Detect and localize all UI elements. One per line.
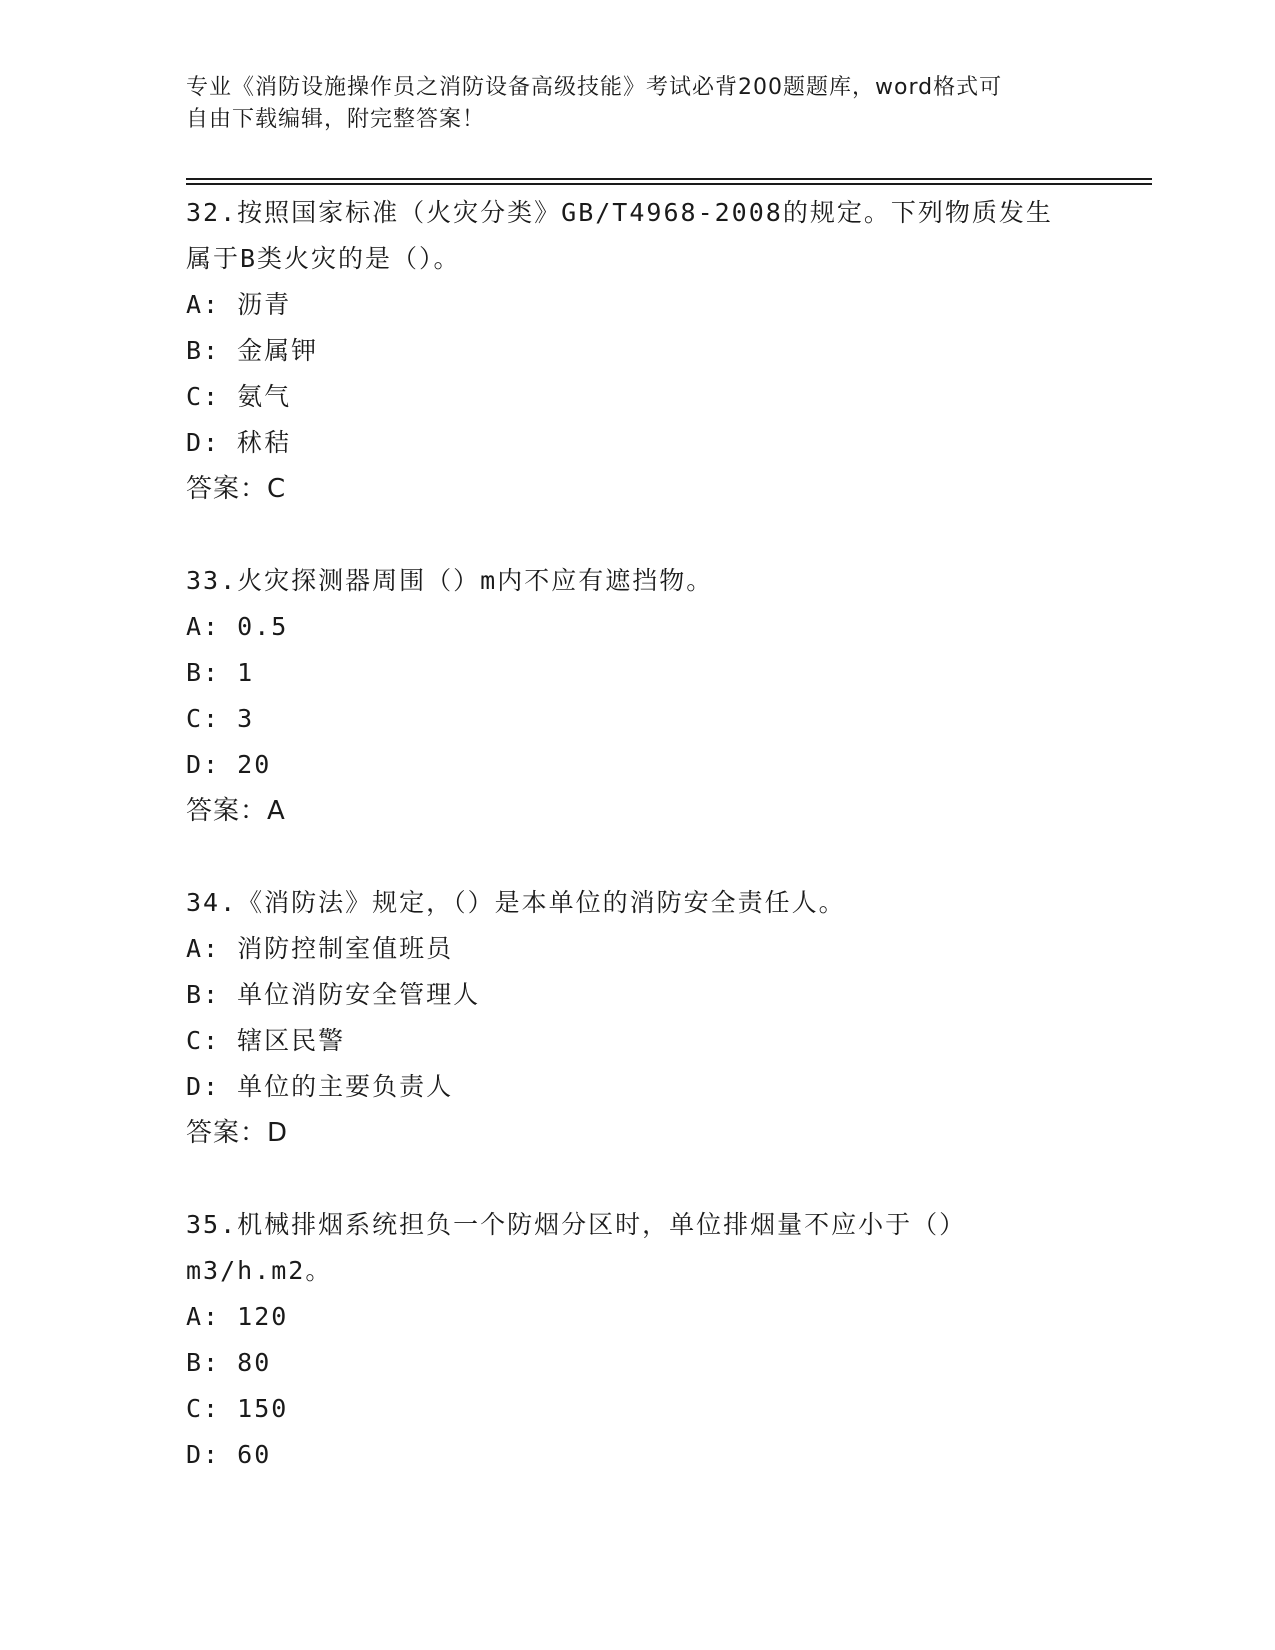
document-header: 专业《消防设施操作员之消防设备高级技能》考试必背200题题库，word格式可 自由下载编辑，附完整答案！ bbox=[186, 75, 1003, 132]
spacer bbox=[186, 834, 1086, 880]
header-divider-bottom bbox=[186, 183, 1152, 185]
spacer bbox=[186, 512, 1086, 558]
question-35 bbox=[186, 1202, 1086, 1478]
option-d: D: 秫秸 bbox=[186, 428, 292, 457]
answer-line: 答案：D bbox=[186, 1118, 289, 1148]
option-d: D: 20 bbox=[186, 750, 272, 779]
option-a: A: 0.5 bbox=[186, 612, 289, 641]
header-divider-top bbox=[186, 178, 1152, 180]
question-stem: 35.机械排烟系统担负一个防烟分区时，单位排烟量不应小于（） m3/h.m2。 bbox=[186, 1210, 967, 1285]
option-c: C: 辖区民警 bbox=[186, 1026, 346, 1055]
question-stem: 32.按照国家标准（火灾分类》GB/T4968-2008的规定。下列物质发生 属于B类火灾的是（）。 bbox=[186, 198, 1053, 273]
option-d: D: 60 bbox=[186, 1440, 272, 1469]
option-c: C: 150 bbox=[186, 1394, 289, 1423]
option-c: C: 氨气 bbox=[186, 382, 292, 411]
option-a: A: 120 bbox=[186, 1302, 289, 1331]
option-a: A: 沥青 bbox=[186, 290, 292, 319]
option-c: C: 3 bbox=[186, 704, 255, 733]
option-b: B: 1 bbox=[186, 658, 255, 687]
option-a: A: 消防控制室值班员 bbox=[186, 934, 454, 963]
question-stem: 34.《消防法》规定，（）是本单位的消防安全责任人。 bbox=[186, 888, 846, 917]
answer-line: 答案：C bbox=[186, 474, 287, 504]
question-stem: 33.火灾探测器周围（）m内不应有遮挡物。 bbox=[186, 566, 714, 595]
question-list bbox=[186, 190, 1086, 1478]
option-d: D: 单位的主要负责人 bbox=[186, 1072, 454, 1101]
option-b: B: 80 bbox=[186, 1348, 272, 1377]
answer-line: 答案：A bbox=[186, 796, 286, 826]
question-34 bbox=[186, 880, 1086, 1156]
question-33 bbox=[186, 558, 1086, 834]
option-b: B: 单位消防安全管理人 bbox=[186, 980, 481, 1009]
question-32 bbox=[186, 190, 1086, 512]
option-b: B: 金属钾 bbox=[186, 336, 319, 365]
spacer bbox=[186, 1156, 1086, 1202]
